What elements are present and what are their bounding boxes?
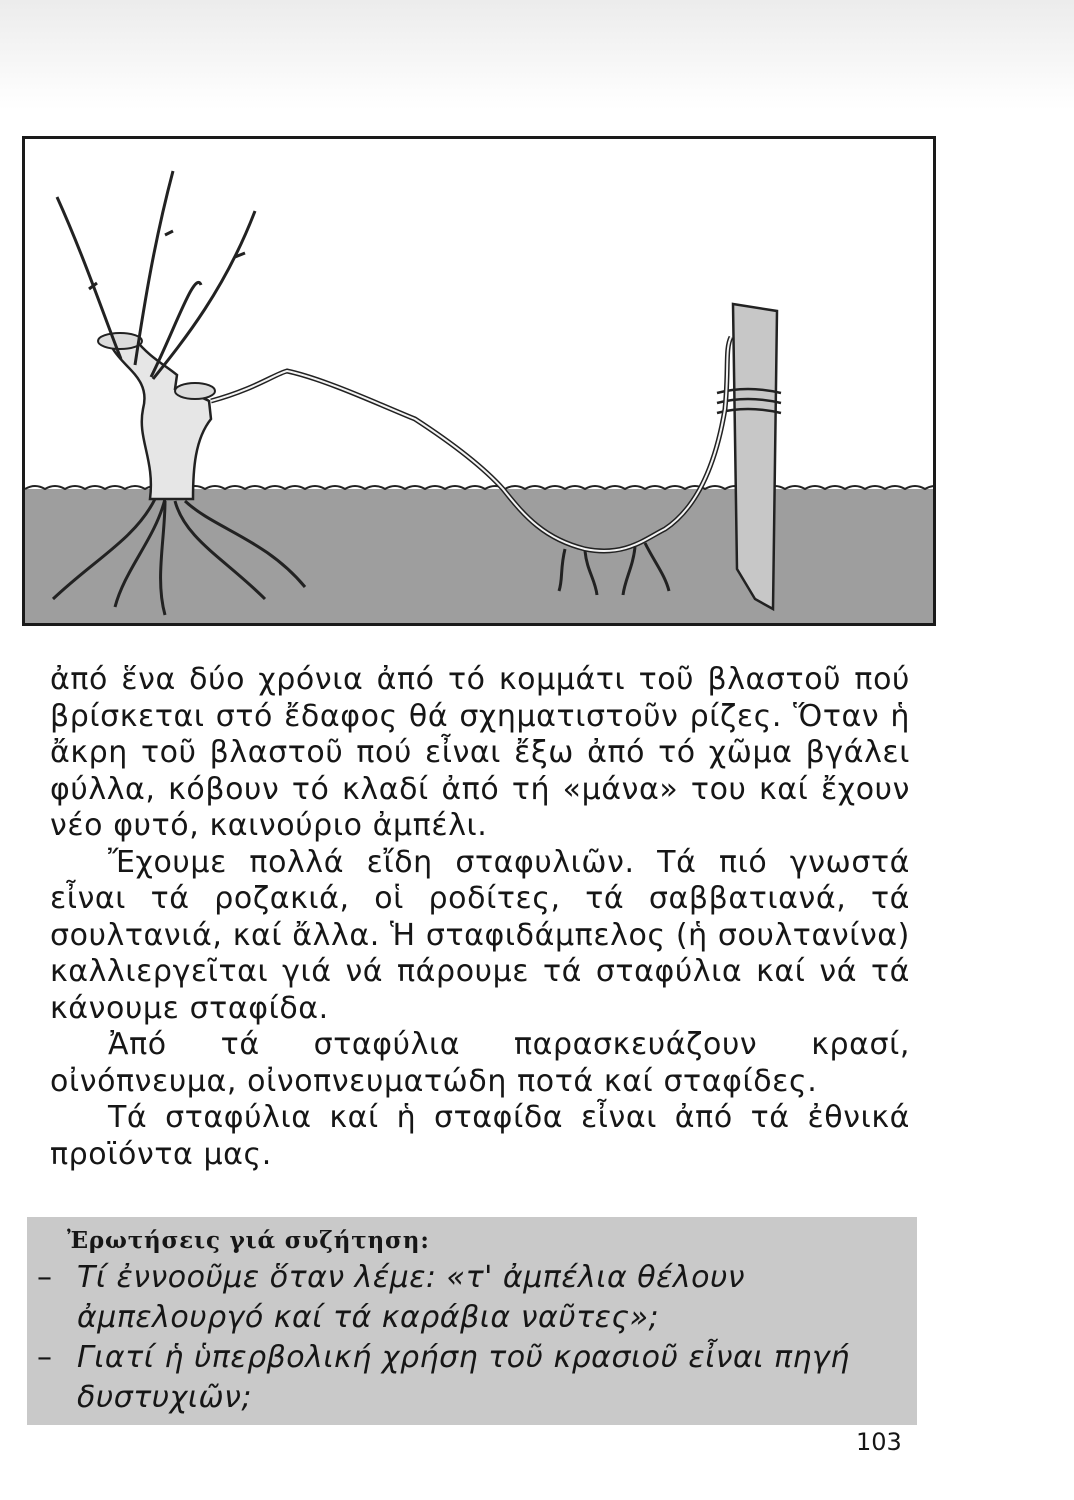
page-number: 103 (856, 1428, 902, 1456)
paragraph: ἀπό ἕνα δύο χρόνια ἀπό τό κομμάτι τοῦ βλαστοῦ πού βρίσκεται στό ἔδαφος θά σχηματιστοῦν ρίζες. Ὅταν ἡ ἄκρη τοῦ βλαστοῦ πού εἶναι ἔξω ἀπό τό χῶμα βγάλει φύλλα, κόβουν τό κλαδί ἀπό τή «μάνα» του καί ἔχουν νέο φυτό, καινούριο ἀμπέλι. (50, 662, 910, 843)
paragraph: Ἀπό τά σταφύλια παρασκευάζουν κρασί, οἰνόπνευμα, οἰνοπνευματώδη ποτά καί σταφίδες. (50, 1027, 910, 1099)
body-text (50, 662, 910, 1173)
discussion-questions-box (27, 1217, 917, 1425)
question-text: Γιατί ἡ ὑπερβολική χρήση τοῦ κρασιοῦ εἶναι πηγή δυστυχιῶν; (77, 1340, 850, 1415)
vine-illustration (25, 139, 933, 623)
vine-canes (57, 171, 255, 379)
wooden-stake (733, 304, 777, 609)
dash-bullet: – (37, 1340, 53, 1375)
paragraph: Ἔχουμε πολλά εἴδη σταφυλιῶν. Τά πιό γνωστά εἶναι τά ροζακιά, οἱ ροδίτες, τά σαββατιανά, τά σουλτανιά, καί ἄλλα. Ἡ σταφιδάμπελος (ἡ σουλτανίνα) καλλιεργεῖται γιά νά πάρουμε τά σταφύλια καί νά τά κάνουμε σταφίδα. (50, 844, 910, 1026)
pruned-stub (98, 333, 142, 349)
question-item (27, 1338, 903, 1418)
dash-bullet: – (37, 1260, 53, 1295)
question-text: Τί ἐννοοῦμε ὅταν λέμε: «τ' ἀμπέλια θέλουν ἀμπελουργό καί τά καράβια ναῦτες»; (77, 1260, 746, 1335)
question-item (27, 1258, 903, 1338)
questions-heading: Ἐρωτήσεις γιά συζήτηση: (67, 1227, 430, 1254)
paragraph: Τά σταφύλια καί ἡ σταφίδα εἶναι ἀπό τά ἐθνικά προϊόντα μας. (50, 1100, 910, 1172)
pruned-stub (175, 383, 215, 399)
page-top-shadow (0, 0, 1074, 110)
vine-layering-figure (22, 136, 936, 626)
